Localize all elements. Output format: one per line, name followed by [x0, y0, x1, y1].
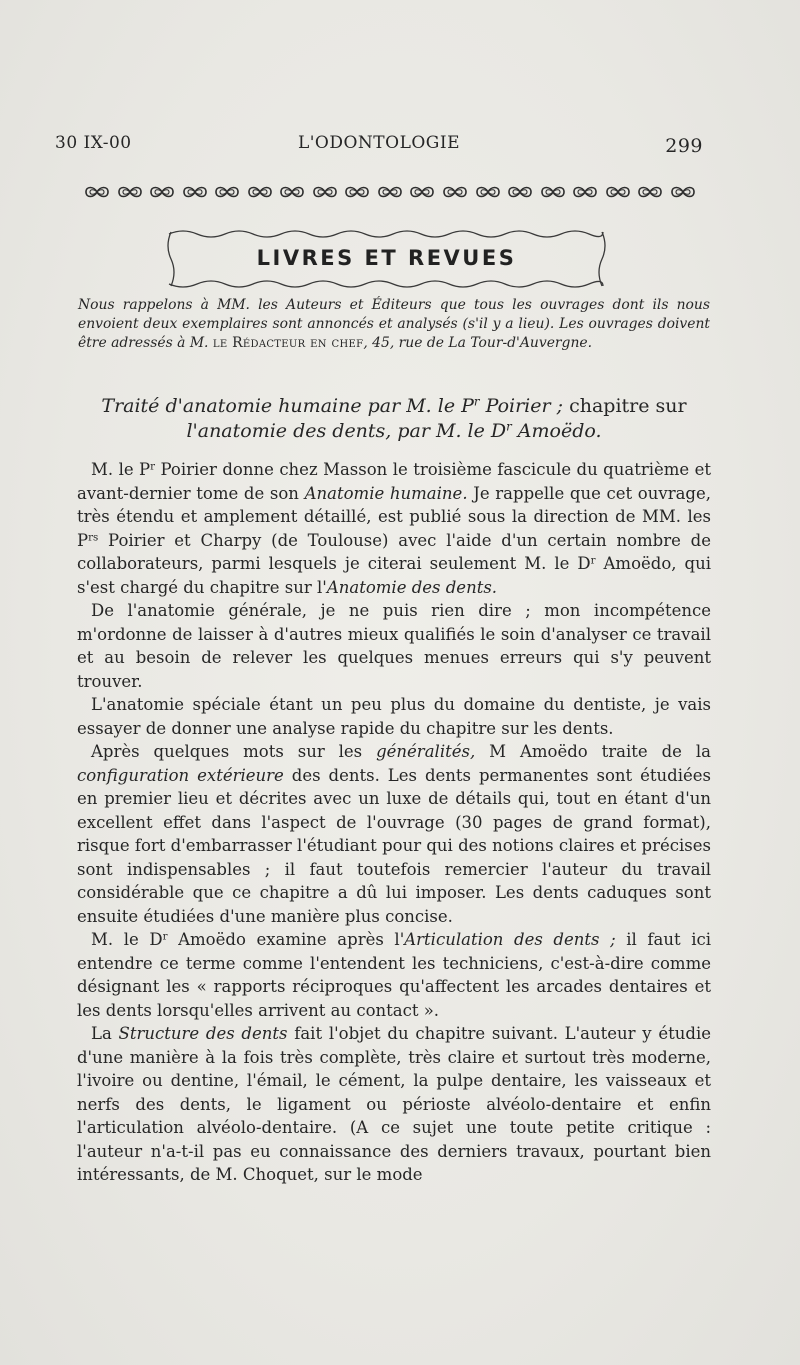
paragraph: De l'anatomie générale, je ne puis rien dire ; mon incompétence m'ordonne de laisser à d'autres mieux qualifiés le soin d'analyser ce travail et au besoin de relever les quelques menues erreurs qui s'y peuvent trouver. [77, 601, 711, 691]
knot-ornament-icon [637, 183, 663, 201]
journal-title: L'ODONTOLOGIE [297, 133, 461, 153]
notice-text: Nous rappelons à MM. les Auteurs et Éditeurs que tous les ouvrages dont ils nous envoient deux exemplaires sont annoncés et analysés (s'il y a lieu). Les ouvrages doivent être adressés à M. [78, 297, 710, 351]
section-heading-box [163, 226, 610, 292]
review-title [78, 394, 710, 444]
paragraph: L'anatomie spéciale étant un peu plus du domaine du dentiste, je vais essayer de donner une analyse rapide du chapitre sur les dents. [77, 695, 711, 738]
text-run: configuration extérieure [77, 765, 284, 785]
text-run: M Amoëdo traite de la [475, 742, 711, 761]
paragraph [77, 1022, 711, 1187]
knot-ornament-icon [442, 183, 468, 201]
text-run: Articulation des dents ; [404, 930, 616, 949]
knot-ornament-icon [572, 183, 598, 201]
knot-ornament-icon [84, 183, 110, 201]
knot-ornament-icon [247, 183, 273, 201]
knot-ornament-icon [214, 183, 240, 201]
text-run: Poirier et Charpy (de Toulouse) avec l'aide d'un certain nombre de collaborateurs, parmi lesquels je citerai seulement M. le D [77, 530, 711, 573]
text-run: Structure des dents [118, 1024, 288, 1043]
paragraph [77, 928, 711, 1022]
knot-ornament-icon [507, 183, 533, 201]
text-run: Anatomie humaine. [304, 483, 468, 503]
book-title-part: l'anatomie des dents, par M. le D [186, 420, 507, 442]
knot-ornament-icon [149, 183, 175, 201]
text-run: Poirier donne chez Masson le troisième fascicule du quatrième et avant-dernier tome de son [77, 460, 711, 503]
text-run: Amoëdo, qui s'est chargé du chapitre sur l' [77, 554, 711, 597]
knot-ornament-icon [605, 183, 631, 201]
abbrev-superscript: r [162, 931, 168, 943]
notice-recipient: le Rédacteur en chef [212, 335, 364, 351]
paragraph [77, 458, 711, 599]
knot-ornament-icon [312, 183, 338, 201]
abbrev-superscript: r [473, 394, 480, 409]
text-run: M. le D [91, 930, 163, 949]
knot-ornament-icon [409, 183, 435, 201]
book-title-part: Traité d'anatomie humaine par M. le P [101, 395, 474, 417]
notice-address: , 45, rue de La Tour-d'Auvergne. [363, 335, 593, 351]
text-run: généralités, [376, 742, 476, 761]
book-title-part: Poirier ; [479, 395, 564, 417]
editorial-notice [78, 296, 710, 353]
text-run: La [91, 1024, 119, 1043]
text-run: Anatomie des dents. [326, 577, 498, 597]
knot-ornament-icon [182, 183, 208, 201]
paragraph [77, 740, 711, 928]
text-run: Je rappelle que cet ouvrage, très étendu et amplement détaillé, est publié sous la direction de MM. les P [77, 483, 711, 550]
knot-ornament-icon [117, 183, 143, 201]
knot-ornament-icon [377, 183, 403, 201]
text-run: Après quelques mots sur les [91, 742, 377, 761]
knot-ornament-icon [670, 183, 696, 201]
text-run: Amoëdo examine après l' [167, 930, 405, 949]
abbrev-superscript: r [150, 461, 156, 473]
ornament-border [84, 181, 696, 203]
text-run: il faut ici entendre ce terme comme l'entendent les techniciens, c'est-à-dire comme désignant les « rapports réciproques qu'affectent les arcades dentaires et les dents lorsqu'elles arrivent au contact ». [77, 930, 712, 1020]
abbrev-superscript: r [506, 419, 512, 434]
issue-date: 30 IX-00 [55, 133, 132, 153]
abbrev-superscript: rs [88, 531, 99, 543]
knot-ornament-icon [540, 183, 566, 201]
text-run: fait l'objet du chapitre suivant. L'auteur y étudie d'une manière à la fois très complète, très claire et surtout très moderne, l'ivoire ou dentine, l'émail, le cément, la pulpe dentaire, les vaisseaux et nerfs des dents, le ligament ou périoste alvéolo-dentaire et enfin l'articulation alvéolo-dentaire. (A ce sujet une toute petite critique : l'auteur n'a-t-il pas eu connaissance des derniers travaux, pourtant bien intéressants, de M. Choquet, sur le mode [77, 1024, 711, 1184]
knot-ornament-icon [279, 183, 305, 201]
text-run: M. le P [91, 460, 151, 479]
abbrev-superscript: r [590, 555, 596, 567]
knot-ornament-icon [475, 183, 501, 201]
section-title: LIVRES ET REVUES [256, 246, 517, 270]
text-run: des dents. Les dents permanentes sont étudiées en premier lieu et décrites avec un luxe de détails qui, tout en étant d'un excellent effet dans l'aspect de l'ouvrage (30 pages de grand format), risque fort d'embarrasser l'étudiant pour qui des notions claires et précises sont indispensables ; il faut toutefois remercier l'auteur du travail considérable que ce chapitre a dû lui imposer. Les dents caduques sont ensuite étudiées d'une manière plus concise. [77, 765, 711, 926]
book-title-part: Amoëdo. [511, 420, 602, 442]
running-header [55, 133, 703, 163]
review-body [77, 458, 711, 1187]
book-title-part: chapitre sur [563, 395, 687, 417]
page-number: 299 [665, 135, 703, 157]
knot-ornament-icon [344, 183, 370, 201]
